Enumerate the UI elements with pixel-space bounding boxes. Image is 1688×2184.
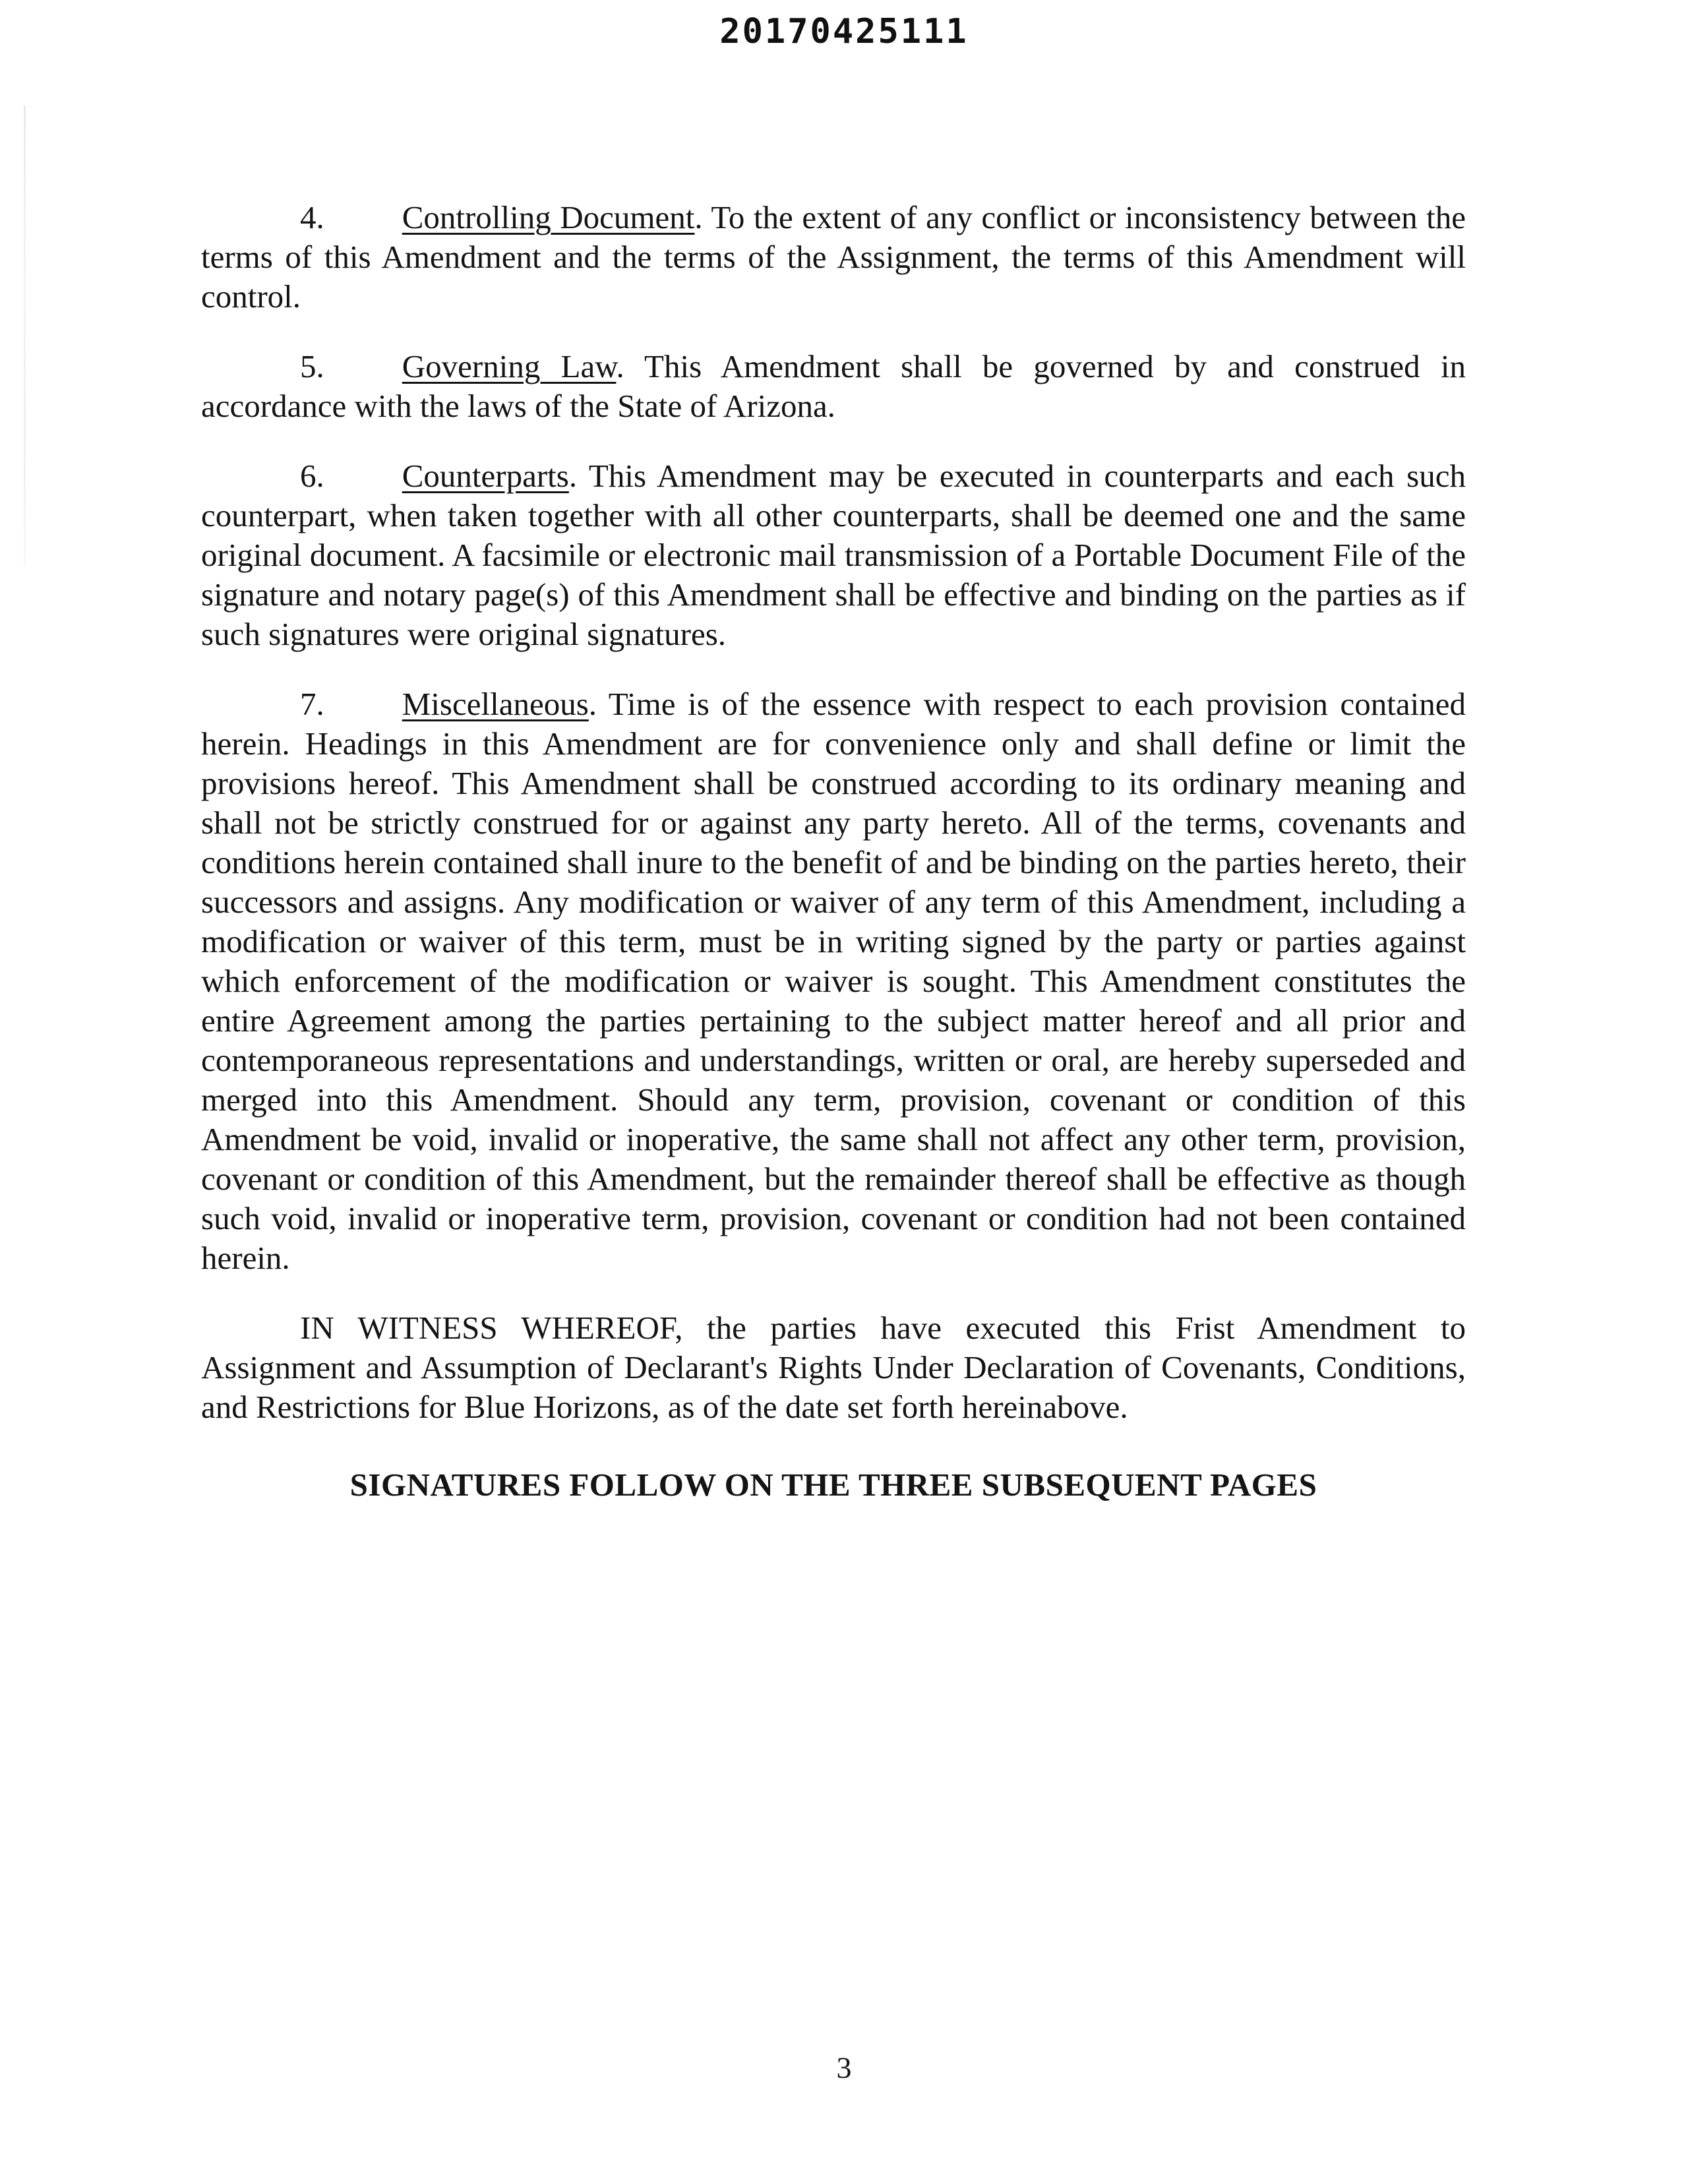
paragraph-text: To the extent of any conflict or inconsistency between the terms of this Amendment and the terms of the Assignment, the terms of this Amendment will control. — [201, 199, 1466, 315]
document-body — [201, 198, 1466, 1505]
page-number: 3 — [836, 2051, 852, 2084]
witness-paragraph: IN WITNESS WHEREOF, the parties have executed this Frist Amendment to Assignment and Assumption of Declarant's Rights Under Declaration of Covenants, Conditions, and Restrictions for Blue Horizons, as of the date set forth hereinabove. — [201, 1310, 1466, 1425]
paragraph-number: 7. — [300, 686, 324, 722]
paragraph-miscellaneous — [201, 684, 1466, 1278]
paragraph-text: This Amendment may be executed in counterparts and each such counterpart, when taken together with all other counterparts, shall be deemed one and the same original document. A facsimile or electronic mail transmission of a Portable Document File of the signature and notary page(s) of this Amendment shall be effective and binding on the parties as if such signatures were original signatures. — [201, 458, 1466, 652]
paragraph-heading: Miscellaneous — [402, 686, 589, 722]
paragraph-heading: Counterparts — [402, 458, 569, 494]
heading-period: . — [616, 348, 624, 384]
paragraph-heading: Controlling Document — [402, 199, 695, 235]
paragraph-heading: Governing Law — [402, 348, 617, 384]
paragraph-counterparts — [201, 456, 1466, 654]
paragraph-number: 6. — [300, 458, 324, 494]
paragraph-number: 5. — [300, 348, 324, 384]
recording-number: 20170425111 — [719, 12, 969, 51]
paragraph-number: 4. — [300, 199, 324, 235]
paragraph-controlling-document — [201, 198, 1466, 317]
paragraph-text: Time is of the essence with respect to each provision contained herein. Headings in this Amendment are for convenience only and shall define or limit the provisions hereof. This Amendment shall be construed according to its ordinary meaning and shall not be strictly construed for or against any party hereto. All of the terms, covenants and conditions herein contained shall inure to the benefit of and be binding on the parties hereto, their successors and assigns. Any modification or waiver of any term of this Amendment, including a modification or waiver of this term, must be in writing signed by the party or parties against which enforcement of the modification or waiver is sought. This Amendment constitutes the entire Agreement among the parties pertaining to the subject matter hereof and all prior and contemporaneous representations and understandings, written or oral, are hereby superseded and merged into this Amendment. Should any term, provision, covenant or condition of this Amendment be void, invalid or inoperative, the same shall not affect any other term, provision, covenant or condition of this Amendment, but the remainder thereof shall be effective as though such void, invalid or inoperative term, provision, covenant or condition had not been contained herein. — [201, 686, 1466, 1276]
heading-period: . — [588, 686, 597, 722]
signatures-note: SIGNATURES FOLLOW ON THE THREE SUBSEQUENT PAGES — [349, 1467, 1317, 1503]
scan-artifact — [24, 106, 26, 567]
heading-period: . — [694, 199, 703, 235]
heading-period: . — [568, 458, 578, 494]
paragraph-governing-law — [201, 347, 1466, 426]
paragraph-text: This Amendment shall be governed by and construed in accordance with the laws of the State of Arizona. — [201, 348, 1466, 424]
